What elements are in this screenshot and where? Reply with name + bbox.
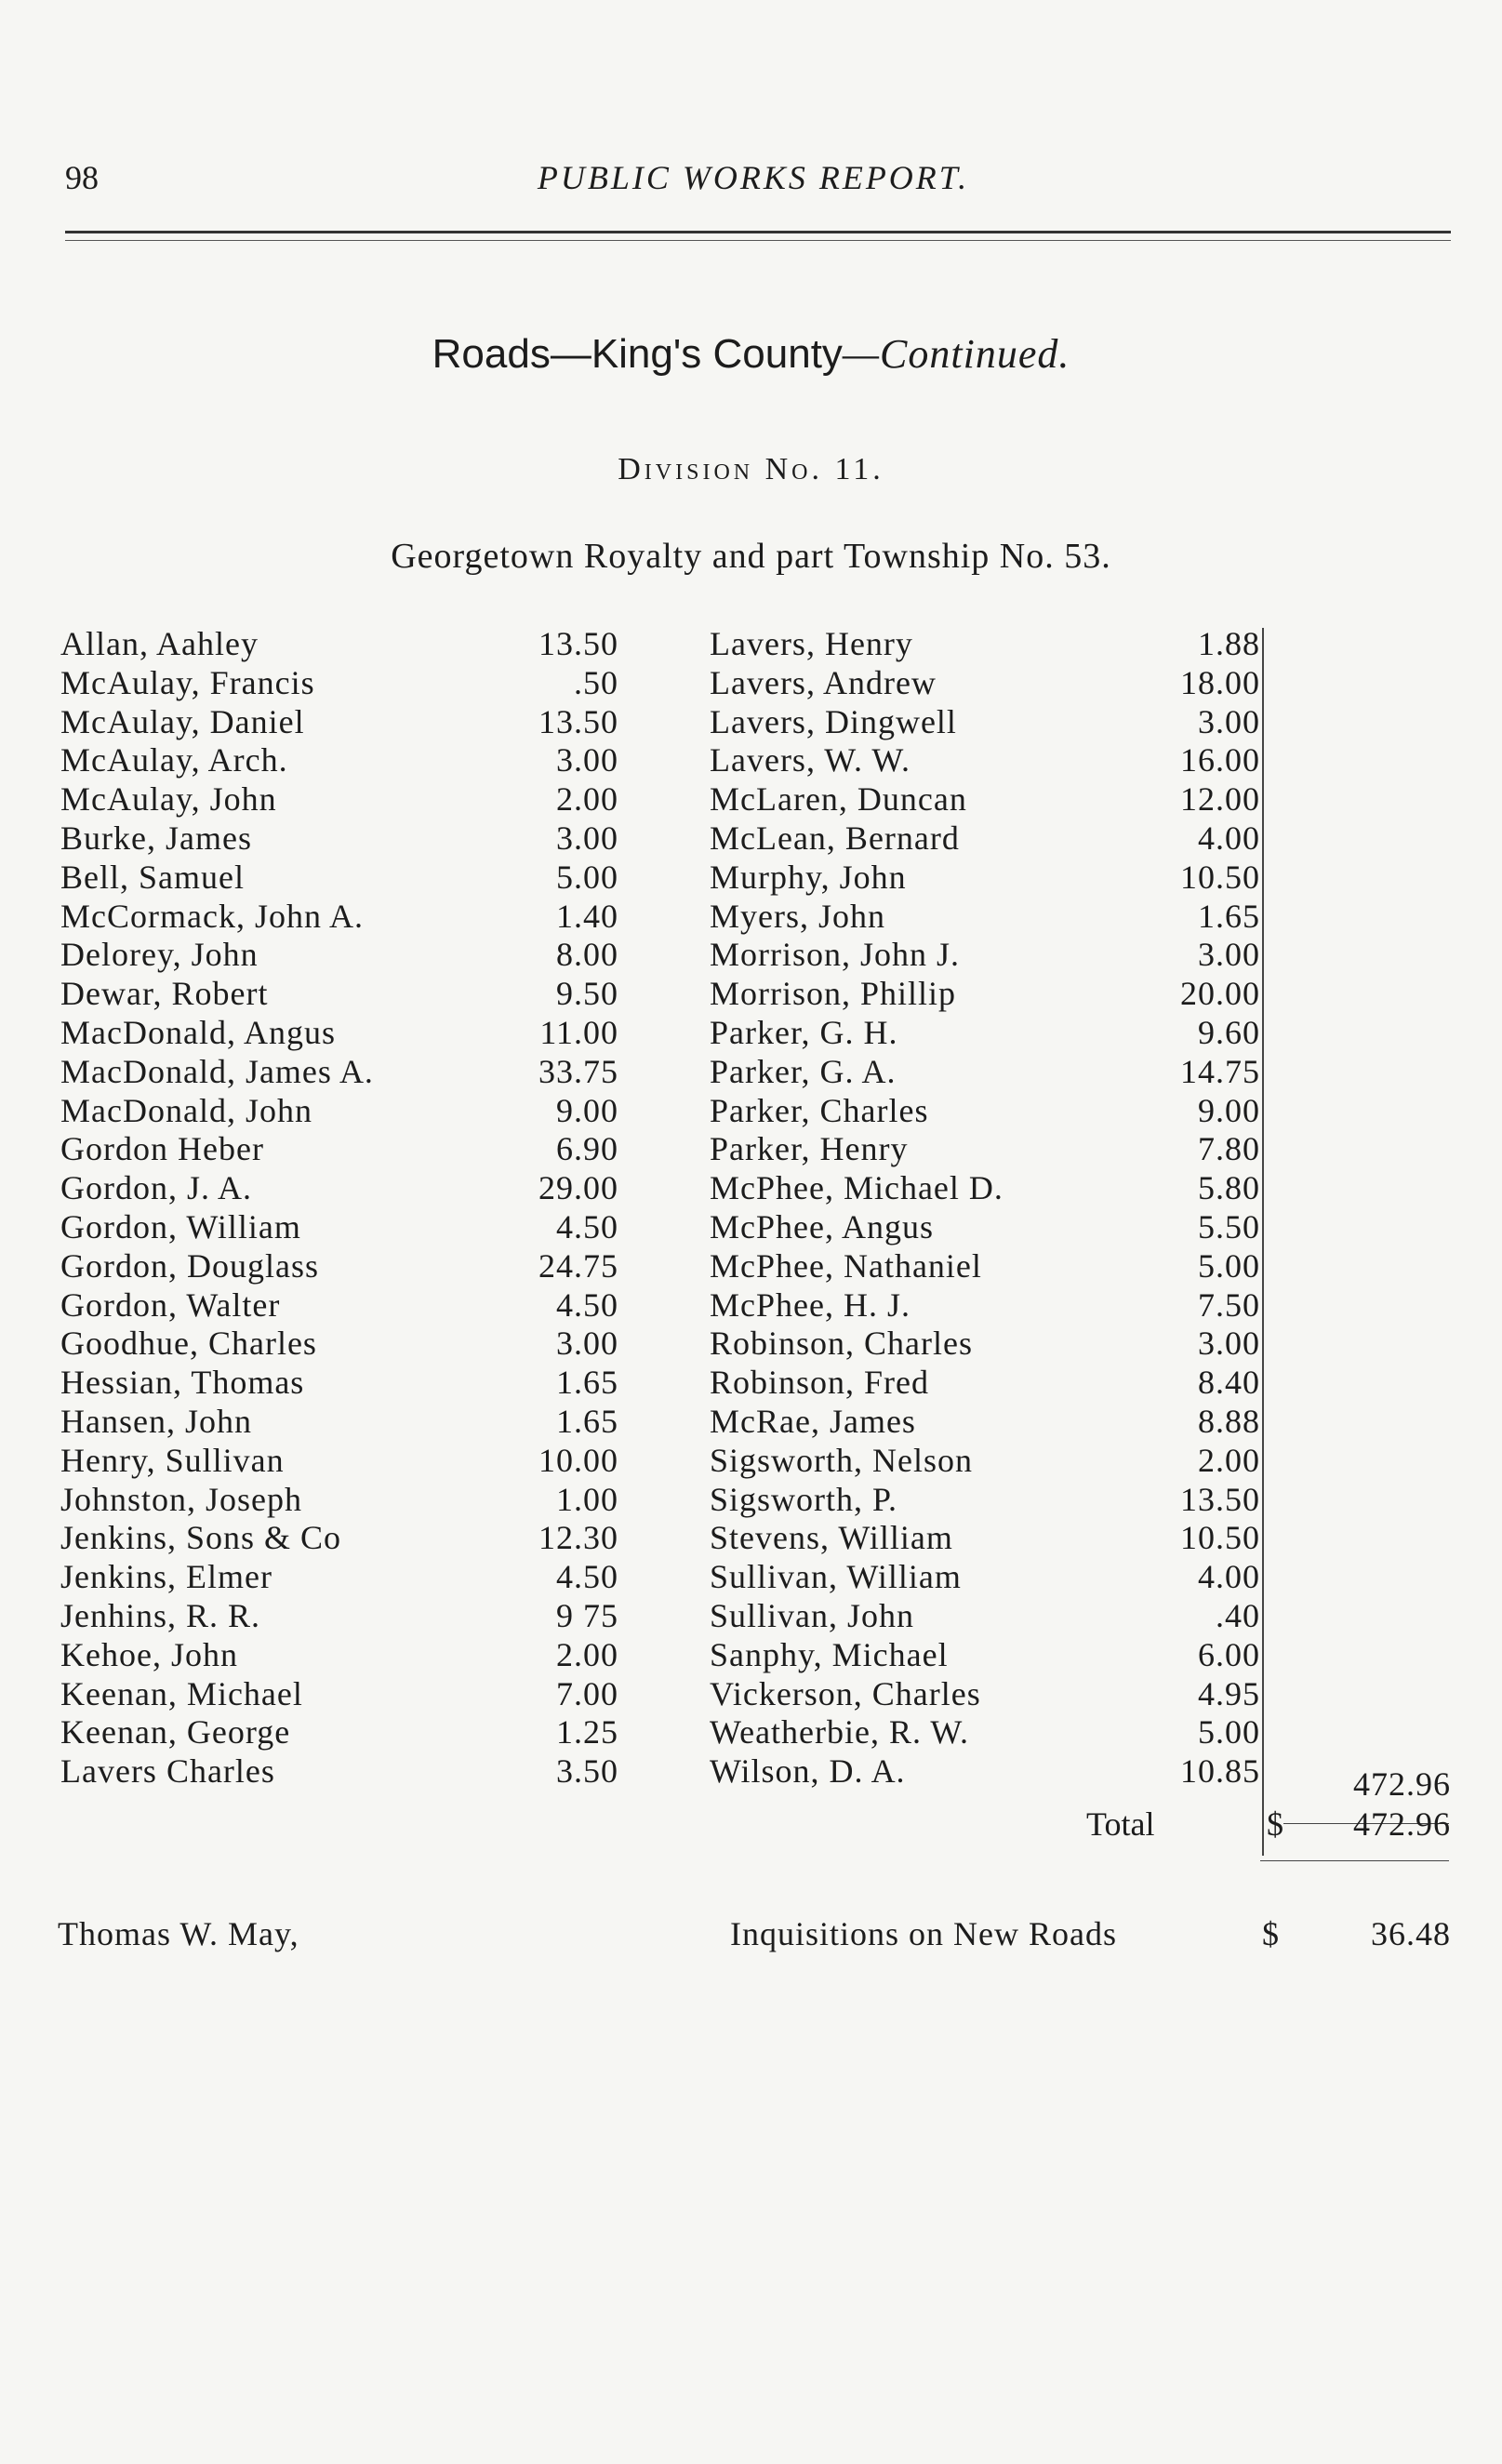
right-entry-name: Parker, Henry <box>710 1130 909 1168</box>
right-entry-name: Lavers, Dingwell <box>710 702 957 740</box>
right-entry-amount: 9.00 <box>1198 1091 1260 1129</box>
right-entry-name: Robinson, Charles <box>710 1325 973 1363</box>
ledger-row <box>0 1014 1502 1053</box>
right-entry-name: Lavers, Henry <box>710 625 913 662</box>
ledger-row <box>0 1597 1502 1636</box>
left-entry-amount: 9 75 <box>556 1596 618 1634</box>
ledger-row <box>0 1053 1502 1092</box>
footer-description: Inquisitions on New Roads <box>730 1915 1117 1952</box>
ledger-row <box>0 936 1502 975</box>
left-entry-name: McAulay, John <box>60 780 277 819</box>
left-entry-amount: 4.50 <box>556 1207 618 1245</box>
ledger-row <box>0 1403 1502 1442</box>
right-entry-name: Vickerson, Charles <box>710 1674 981 1712</box>
left-entry-name: Allan, Aahley <box>60 625 259 662</box>
left-entry-amount: 3.00 <box>556 1325 618 1363</box>
left-entry-name: Gordon, Walter <box>60 1285 281 1324</box>
left-entry-amount: 3.00 <box>556 741 618 779</box>
right-entry-amount: 5.50 <box>1198 1207 1260 1245</box>
ledger-row <box>0 741 1502 780</box>
header-rule-thick <box>65 231 1451 233</box>
left-entry-amount: 24.75 <box>538 1246 618 1285</box>
section-title <box>0 330 1502 378</box>
right-entry-amount: 14.75 <box>1180 1052 1260 1090</box>
left-entry-amount: 29.00 <box>538 1169 618 1207</box>
right-entry-amount: 10.85 <box>1180 1752 1260 1791</box>
left-entry-name: MacDonald, James A. <box>60 1052 374 1090</box>
right-entry-name: Stevens, William <box>710 1519 953 1557</box>
ledger-row <box>0 1092 1502 1131</box>
right-entry-name: Weatherbie, R. W. <box>710 1713 970 1751</box>
left-entry-amount: 1.65 <box>556 1364 618 1402</box>
page-number: 98 <box>65 159 99 196</box>
left-entry-name: Hansen, John <box>60 1402 252 1440</box>
total-label: Total <box>1086 1805 1155 1843</box>
column-sum: 472.96 <box>1353 1765 1451 1803</box>
ledger-row <box>0 1208 1502 1247</box>
left-entry-amount: 9.50 <box>556 975 618 1013</box>
right-entry-amount: 8.40 <box>1198 1364 1260 1402</box>
right-entry-name: Morrison, Phillip <box>710 975 957 1013</box>
right-entry-amount: 4.00 <box>1198 819 1260 857</box>
ledger-row <box>0 975 1502 1014</box>
left-entry-name: McCormack, John A. <box>60 897 364 935</box>
ledger-row <box>0 1519 1502 1558</box>
left-entry-name: Burke, James <box>60 819 252 857</box>
right-entry-name: Parker, G. A. <box>710 1052 897 1090</box>
right-entry-amount: 6.00 <box>1198 1635 1260 1673</box>
left-entry-name: Johnston, Joseph <box>60 1480 303 1518</box>
right-entry-amount: 7.50 <box>1198 1285 1260 1324</box>
section-title-continued: —Continued. <box>842 331 1070 377</box>
left-entry-name: MacDonald, John <box>60 1091 312 1129</box>
right-entry-amount: 18.00 <box>1180 663 1260 701</box>
ledger-row <box>0 780 1502 819</box>
right-entry-amount: 3.00 <box>1198 1325 1260 1363</box>
ledger-row <box>0 1713 1502 1752</box>
right-entry-amount: 4.95 <box>1198 1674 1260 1712</box>
ledger-row <box>0 819 1502 859</box>
right-entry-amount: 2.00 <box>1198 1441 1260 1479</box>
left-entry-name: Gordon Heber <box>60 1130 264 1168</box>
right-entry-name: McLean, Bernard <box>710 819 960 857</box>
left-entry-amount: 13.50 <box>538 625 618 662</box>
left-entry-amount: 4.50 <box>556 1285 618 1324</box>
right-entry-name: Sigsworth, Nelson <box>710 1441 974 1479</box>
ledger-row <box>0 859 1502 898</box>
right-entry-name: Myers, John <box>710 897 885 935</box>
right-entry-name: McLaren, Duncan <box>710 780 967 819</box>
left-entry-name: McAulay, Francis <box>60 663 315 701</box>
ledger-row <box>0 1130 1502 1169</box>
ledger-row <box>0 1752 1502 1791</box>
right-entry-name: Sigsworth, P. <box>710 1480 898 1518</box>
footer-currency: $ <box>1262 1915 1279 1952</box>
left-entry-name: MacDonald, Angus <box>60 1013 336 1051</box>
left-entry-name: McAulay, Arch. <box>60 741 288 779</box>
left-entry-name: Keenan, George <box>60 1713 291 1751</box>
ledger-row <box>0 1364 1502 1403</box>
left-entry-amount: 4.50 <box>556 1558 618 1596</box>
right-entry-name: McRae, James <box>710 1402 916 1440</box>
left-entry-name: Gordon, Douglass <box>60 1246 319 1285</box>
left-entry-name: Jenkins, Elmer <box>60 1558 272 1596</box>
left-entry-name: Jenhins, R. R. <box>60 1596 261 1634</box>
left-entry-name: Hessian, Thomas <box>60 1364 305 1402</box>
left-entry-name: Keenan, Michael <box>60 1674 303 1712</box>
right-entry-amount: 1.88 <box>1198 625 1260 662</box>
right-entry-amount: 3.00 <box>1198 702 1260 740</box>
right-entry-amount: 7.80 <box>1198 1130 1260 1168</box>
ledger-row <box>0 1481 1502 1520</box>
ledger-row <box>0 664 1502 703</box>
right-entry-name: Parker, Charles <box>710 1091 929 1129</box>
right-entry-amount: 5.80 <box>1198 1169 1260 1207</box>
running-header <box>56 158 1451 205</box>
left-entry-name: Lavers Charles <box>60 1752 275 1791</box>
left-entry-amount: 11.00 <box>539 1013 618 1051</box>
left-entry-amount: 2.00 <box>556 1635 618 1673</box>
right-entry-name: Robinson, Fred <box>710 1364 930 1402</box>
left-entry-amount: .50 <box>574 663 618 701</box>
right-entry-name: McPhee, Michael D. <box>710 1169 1004 1207</box>
ledger-row <box>0 1286 1502 1325</box>
right-entry-amount: 16.00 <box>1180 741 1260 779</box>
right-entry-name: Lavers, W. W. <box>710 741 911 779</box>
total-currency: $ <box>1267 1805 1283 1843</box>
left-entry-amount: 7.00 <box>556 1674 618 1712</box>
right-entry-amount: 4.00 <box>1198 1558 1260 1596</box>
left-entry-amount: 10.00 <box>538 1441 618 1479</box>
right-entry-amount: 5.00 <box>1198 1246 1260 1285</box>
section-title-main: Roads—King's County <box>432 331 843 377</box>
amount-column-rule <box>1262 628 1264 1856</box>
left-entry-amount: 12.30 <box>538 1519 618 1557</box>
right-entry-amount: .40 <box>1216 1596 1260 1634</box>
right-entry-amount: 8.88 <box>1198 1402 1260 1440</box>
right-entry-amount: 5.00 <box>1198 1713 1260 1751</box>
left-entry-amount: 9.00 <box>556 1091 618 1129</box>
left-entry-name: Henry, Sullivan <box>60 1441 285 1479</box>
footer-entry <box>0 1914 1502 1955</box>
footer-amount: 36.48 <box>1371 1915 1451 1952</box>
ledger-row <box>0 1169 1502 1208</box>
right-entry-name: McPhee, Nathaniel <box>710 1246 982 1285</box>
right-entry-name: Sullivan, John <box>710 1596 915 1634</box>
left-entry-amount: 1.65 <box>556 1402 618 1440</box>
right-entry-name: Wilson, D. A. <box>710 1752 906 1791</box>
left-entry-name: Jenkins, Sons & Co <box>60 1519 342 1557</box>
ledger-table <box>0 625 1502 1791</box>
total-underline <box>1260 1860 1449 1861</box>
left-entry-amount: 3.50 <box>556 1752 618 1791</box>
right-entry-amount: 1.65 <box>1198 897 1260 935</box>
right-entry-name: Morrison, John J. <box>710 936 961 974</box>
header-rule-thin <box>65 240 1451 241</box>
right-entry-name: McPhee, H. J. <box>710 1285 911 1324</box>
ledger-row <box>0 1325 1502 1364</box>
right-entry-amount: 10.50 <box>1180 858 1260 896</box>
ledger-row <box>0 1442 1502 1481</box>
left-entry-amount: 1.00 <box>556 1480 618 1518</box>
left-entry-name: Gordon, William <box>60 1207 301 1245</box>
footer-name: Thomas W. May, <box>58 1915 299 1952</box>
right-entry-amount: 10.50 <box>1180 1519 1260 1557</box>
ledger-row <box>0 1636 1502 1675</box>
ledger-row <box>0 898 1502 937</box>
left-entry-name: Delorey, John <box>60 936 259 974</box>
left-entry-name: Goodhue, Charles <box>60 1325 317 1363</box>
right-entry-name: Sullivan, William <box>710 1558 962 1596</box>
ledger-row <box>0 1247 1502 1286</box>
left-entry-amount: 8.00 <box>556 936 618 974</box>
left-entry-amount: 5.00 <box>556 858 618 896</box>
left-entry-amount: 33.75 <box>538 1052 618 1090</box>
left-entry-name: Dewar, Robert <box>60 975 269 1013</box>
ledger-row <box>0 1675 1502 1714</box>
ledger-row <box>0 625 1502 664</box>
right-entry-amount: 12.00 <box>1180 780 1260 819</box>
left-entry-name: Bell, Samuel <box>60 858 245 896</box>
total-row <box>0 1805 1502 1845</box>
ledger-row <box>0 703 1502 742</box>
right-entry-amount: 13.50 <box>1180 1480 1260 1518</box>
right-entry-name: Lavers, Andrew <box>710 663 937 701</box>
right-entry-name: Sanphy, Michael <box>710 1635 949 1673</box>
left-entry-name: McAulay, Daniel <box>60 702 305 740</box>
right-entry-amount: 20.00 <box>1180 975 1260 1013</box>
total-value: 472.96 <box>1353 1805 1451 1843</box>
left-entry-amount: 1.40 <box>556 897 618 935</box>
right-entry-name: McPhee, Angus <box>710 1207 934 1245</box>
ledger-row <box>0 1558 1502 1597</box>
division-heading: Division No. 11. <box>618 452 884 486</box>
right-entry-name: Murphy, John <box>710 858 907 896</box>
right-entry-name: Parker, G. H. <box>710 1013 898 1051</box>
district-heading: Georgetown Royalty and part Township No. 53. <box>391 537 1111 576</box>
left-entry-amount: 6.90 <box>556 1130 618 1168</box>
left-entry-name: Gordon, J. A. <box>60 1169 253 1207</box>
left-entry-amount: 3.00 <box>556 819 618 857</box>
right-entry-amount: 3.00 <box>1198 936 1260 974</box>
right-entry-amount: 9.60 <box>1198 1013 1260 1051</box>
running-title: PUBLIC WORKS REPORT. <box>537 159 970 196</box>
left-entry-amount: 13.50 <box>538 702 618 740</box>
left-entry-name: Kehoe, John <box>60 1635 238 1673</box>
left-entry-amount: 2.00 <box>556 780 618 819</box>
left-entry-amount: 1.25 <box>556 1713 618 1751</box>
